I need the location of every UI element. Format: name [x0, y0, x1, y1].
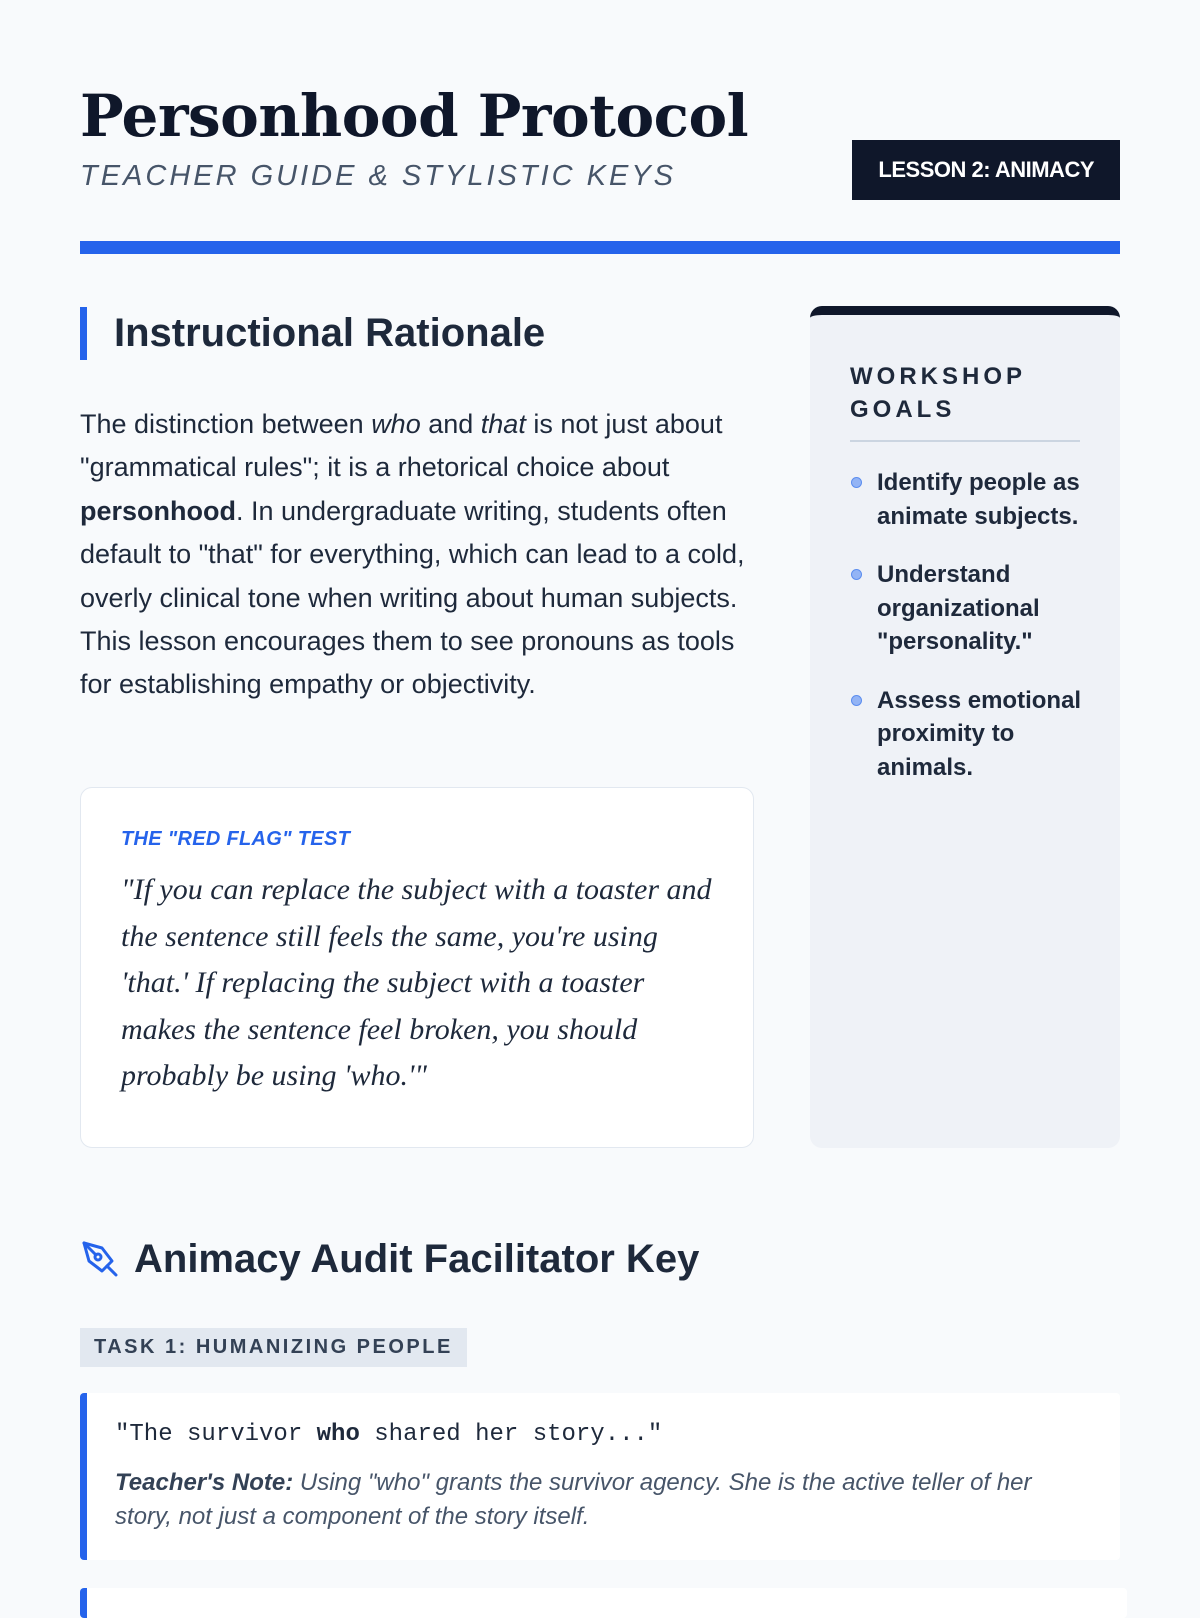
audit-heading-text: Animacy Audit Facilitator Key	[134, 1236, 700, 1281]
page-title: Personhood Protocol	[80, 82, 749, 150]
goal-item-text: Understand organizational "personality."	[877, 561, 1040, 655]
rationale-word-that: that	[480, 409, 526, 439]
workshop-goals-title: WORKSHOP GOALS	[850, 360, 1080, 442]
rationale-word-personhood: personhood	[80, 495, 236, 526]
red-flag-quote: "If you can replace the subject with a toaster and the sentence still feels the same, you're using 'that.' If replacing the subject with a toaster makes the sentence feel broken, you should probably be using 'who.'"	[121, 873, 712, 1092]
page-subtitle: TEACHER GUIDE & STYLISTIC KEYS	[80, 160, 676, 192]
goal-item	[850, 558, 1082, 659]
rationale-text-and: and	[420, 409, 481, 439]
rationale-word-who: who	[371, 409, 421, 439]
bullet-icon	[851, 477, 862, 488]
goal-item-text: Identify people as animate subjects.	[877, 469, 1080, 530]
rationale-paragraph	[80, 403, 760, 707]
rationale-text-end: . In undergraduate writing, students often default to "that" for everything, which can lead to a cold, overly clinical tone when writing about human subjects. This lesson encourages them to see pronouns as tools for establishing empathy or objectivity.	[80, 495, 745, 700]
lesson-badge: LESSON 2: ANIMACY	[852, 140, 1120, 200]
task-label: TASK 1: HUMANIZING PEOPLE	[80, 1328, 467, 1367]
rationale-text-start: The distinction between	[80, 409, 372, 439]
example-card	[80, 1393, 1120, 1560]
rationale-heading: Instructional Rationale	[80, 307, 545, 360]
teacher-note-text: Using "who" grants the survivor agency. She is the active teller of her story, not just a component of the story itself.	[115, 1469, 1032, 1530]
example-keyword: who	[316, 1421, 360, 1448]
header-divider	[80, 241, 1120, 254]
teacher-note-label: Teacher's Note:	[115, 1469, 294, 1496]
example-sentence	[115, 1419, 1090, 1451]
red-flag-callout	[80, 787, 754, 1148]
example-text-post: shared her story..."	[359, 1421, 663, 1448]
goal-item	[850, 684, 1082, 785]
goal-item-text: Assess emotional proximity to animals.	[877, 686, 1082, 781]
rationale-text-mid: is not just about "grammatical rules"; it is a rhetorical choice about	[80, 409, 723, 483]
page-header	[80, 80, 1120, 193]
teacher-note	[115, 1466, 1090, 1533]
workshop-goals-panel	[810, 306, 1120, 1148]
bullet-icon	[851, 569, 862, 580]
workshop-goals-list	[850, 466, 1080, 784]
red-flag-label: THE "RED FLAG" TEST	[121, 828, 351, 850]
pen-icon	[80, 1239, 120, 1279]
goal-item	[850, 466, 1082, 533]
example-text-pre: "The survivor	[115, 1421, 317, 1448]
next-example-card	[80, 1588, 1127, 1618]
bullet-icon	[851, 695, 862, 706]
audit-heading	[80, 1232, 699, 1286]
